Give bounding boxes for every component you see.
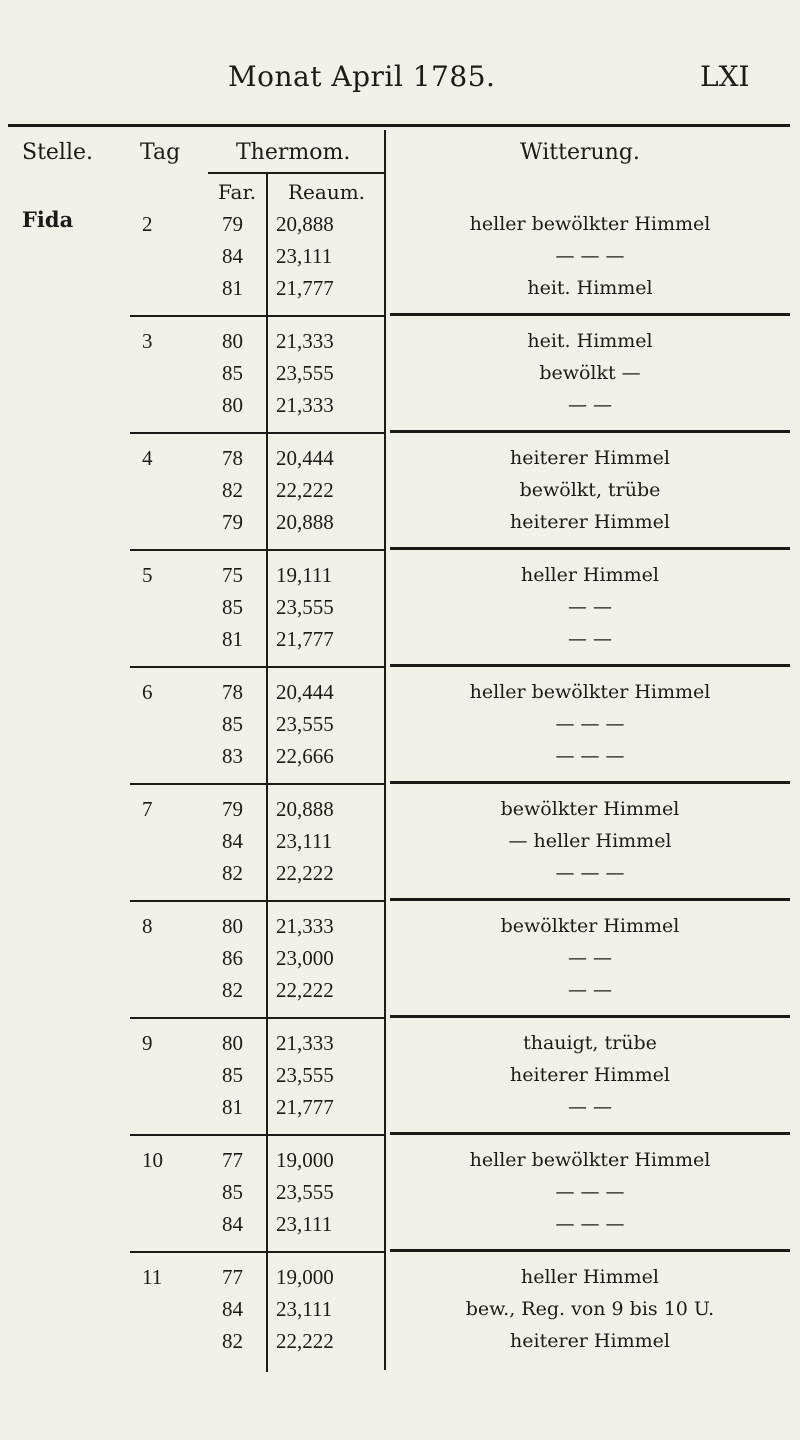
day-number: 8 [142, 914, 153, 938]
fahrenheit-value: 79 [222, 797, 243, 821]
day-number: 10 [142, 1148, 163, 1172]
fahrenheit-value: 84 [222, 829, 243, 853]
reaumur-value: 22,222 [276, 978, 334, 1002]
weather-description: bew., Reg. von 9 bis 10 U. [465, 1298, 715, 1320]
reaumur-value: 20,888 [276, 510, 334, 534]
reaumur-value: 21,777 [276, 1095, 334, 1119]
divider-far-reaum [266, 172, 268, 1372]
reaumur-value: 21,333 [276, 1031, 334, 1055]
fahrenheit-value: 84 [222, 244, 243, 268]
fahrenheit-value: 86 [222, 946, 243, 970]
day-number: 7 [142, 797, 153, 821]
weather-description: — — [567, 394, 613, 416]
reaumur-value: 23,111 [276, 829, 333, 853]
day-number: 9 [142, 1031, 153, 1055]
reaumur-value: 21,777 [276, 627, 334, 651]
fahrenheit-value: 83 [222, 744, 243, 768]
weather-row-divider [390, 781, 790, 784]
fahrenheit-value: 85 [222, 595, 243, 619]
weather-description: — — — [555, 713, 625, 735]
fahrenheit-value: 84 [222, 1297, 243, 1321]
reaumur-value: 19,000 [276, 1148, 334, 1172]
row-divider [130, 783, 384, 785]
fahrenheit-value: 81 [222, 276, 243, 300]
column-header-day: Tag [140, 140, 181, 165]
weather-row-divider [390, 430, 790, 433]
divider-thermo-weather [384, 130, 386, 1370]
fahrenheit-value: 78 [222, 680, 243, 704]
reaumur-value: 20,444 [276, 446, 334, 470]
weather-row-divider [390, 547, 790, 550]
weather-description: — — — [555, 862, 625, 884]
fahrenheit-value: 85 [222, 1180, 243, 1204]
reaumur-value: 21,333 [276, 393, 334, 417]
weather-description: heiterer Himmel [510, 447, 670, 469]
reaumur-value: 23,555 [276, 361, 334, 385]
reaumur-value: 23,555 [276, 595, 334, 619]
fahrenheit-value: 78 [222, 446, 243, 470]
reaumur-value: 21,333 [276, 914, 334, 938]
subheader-reaumur: Reaum. [288, 180, 366, 204]
fahrenheit-value: 85 [222, 1063, 243, 1087]
reaumur-value: 22,222 [276, 1329, 334, 1353]
weather-row-divider [390, 664, 790, 667]
weather-description: bewölkter Himmel [500, 798, 680, 820]
top-rule [8, 124, 790, 127]
weather-row-divider [390, 313, 790, 316]
weather-description: heit. Himmel [527, 277, 653, 299]
weather-description: bewölkter Himmel [500, 915, 680, 937]
row-divider [130, 432, 384, 434]
row-divider [130, 1017, 384, 1019]
weather-description: heller bewölkter Himmel [469, 213, 711, 235]
row-divider [130, 549, 384, 551]
weather-description: heller bewölkter Himmel [469, 1149, 711, 1171]
reaumur-value: 19,111 [276, 563, 333, 587]
weather-description: — — — [555, 1213, 625, 1235]
reaumur-value: 23,555 [276, 1180, 334, 1204]
day-number: 6 [142, 680, 153, 704]
fahrenheit-value: 82 [222, 861, 243, 885]
reaumur-value: 22,222 [276, 478, 334, 502]
fahrenheit-value: 84 [222, 1212, 243, 1236]
page-number: LXI [700, 60, 750, 93]
day-number: 4 [142, 446, 153, 470]
reaumur-value: 21,777 [276, 276, 334, 300]
reaumur-value: 23,555 [276, 1063, 334, 1087]
fahrenheit-value: 77 [222, 1265, 243, 1289]
reaumur-value: 23,111 [276, 244, 333, 268]
weather-description: — — [567, 979, 613, 1001]
weather-description: — — [567, 947, 613, 969]
day-number: 11 [142, 1265, 163, 1289]
reaumur-value: 20,888 [276, 212, 334, 236]
weather-row-divider [390, 1015, 790, 1018]
weather-description: heit. Himmel [527, 330, 653, 352]
reaumur-value: 23,111 [276, 1297, 333, 1321]
reaumur-value: 22,666 [276, 744, 334, 768]
subheader-fahrenheit: Far. [218, 180, 257, 204]
fahrenheit-value: 80 [222, 1031, 243, 1055]
fahrenheit-value: 77 [222, 1148, 243, 1172]
fahrenheit-value: 82 [222, 978, 243, 1002]
fahrenheit-value: 81 [222, 627, 243, 651]
weather-description: heiterer Himmel [510, 1064, 670, 1086]
row-divider [130, 1134, 384, 1136]
fahrenheit-value: 82 [222, 478, 243, 502]
column-header-thermometer: Thermom. [236, 140, 351, 165]
day-number: 2 [142, 212, 153, 236]
weather-description: — — [567, 596, 613, 618]
weather-row-divider [390, 1132, 790, 1135]
page-title: Monat April 1785. [228, 60, 496, 93]
reaumur-value: 20,444 [276, 680, 334, 704]
column-header-weather: Witterung. [520, 140, 640, 165]
fahrenheit-value: 80 [222, 329, 243, 353]
weather-description: heller bewölkter Himmel [469, 681, 711, 703]
place-name: Fida [22, 207, 74, 232]
fahrenheit-value: 85 [222, 712, 243, 736]
weather-description: — — — [555, 245, 625, 267]
weather-description: — — [567, 1096, 613, 1118]
row-divider [130, 666, 384, 668]
weather-row-divider [390, 898, 790, 901]
row-divider [130, 900, 384, 902]
reaumur-value: 22,222 [276, 861, 334, 885]
reaumur-value: 23,000 [276, 946, 334, 970]
fahrenheit-value: 82 [222, 1329, 243, 1353]
weather-description: heiterer Himmel [510, 511, 670, 533]
day-number: 5 [142, 563, 153, 587]
weather-description: thauigt, trübe [523, 1032, 657, 1054]
column-header-place: Stelle. [22, 140, 94, 165]
fahrenheit-value: 75 [222, 563, 243, 587]
page-header [0, 60, 800, 100]
weather-description: heller Himmel [520, 1266, 659, 1288]
reaumur-value: 19,000 [276, 1265, 334, 1289]
fahrenheit-value: 85 [222, 361, 243, 385]
weather-description: bewölkt — [539, 362, 641, 384]
weather-row-divider [390, 1249, 790, 1252]
row-divider [130, 1251, 384, 1253]
weather-description: — — — [555, 745, 625, 767]
reaumur-value: 21,333 [276, 329, 334, 353]
weather-description: — heller Himmel [508, 830, 672, 852]
fahrenheit-value: 79 [222, 510, 243, 534]
day-number: 3 [142, 329, 153, 353]
weather-description: heiterer Himmel [510, 1330, 670, 1352]
row-divider [130, 315, 384, 317]
reaumur-value: 20,888 [276, 797, 334, 821]
fahrenheit-value: 81 [222, 1095, 243, 1119]
weather-description: — — — [555, 1181, 625, 1203]
fahrenheit-value: 80 [222, 393, 243, 417]
fahrenheit-value: 79 [222, 212, 243, 236]
weather-description: heller Himmel [520, 564, 659, 586]
reaumur-value: 23,111 [276, 1212, 333, 1236]
weather-description: — — [567, 628, 613, 650]
reaumur-value: 23,555 [276, 712, 334, 736]
weather-description: bewölkt, trübe [519, 479, 661, 501]
thermo-subheader-rule [208, 172, 384, 174]
fahrenheit-value: 80 [222, 914, 243, 938]
